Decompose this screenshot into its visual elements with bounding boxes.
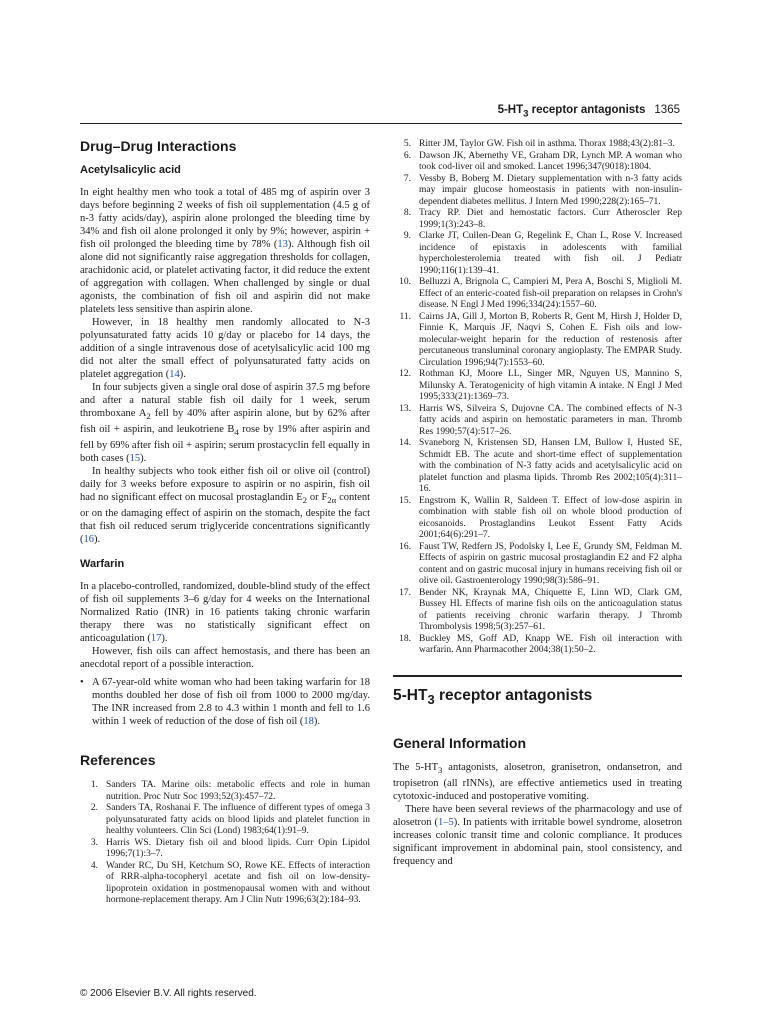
reference-item: 7. Vessby B, Boberg M. Dietary supplementation with n-3 fatty acids may impair glucose homeostasis in patients with non-insulin-dependent diabetes mellitus. J Intern Med 1990;228(2):165–71. [403, 173, 682, 207]
reference-item: 16. Faust TW, Redfern JS, Podolsky I, Lee E, Grundy SM, Feldman M. Effects of aspirin on gastric mucosal prostaglandin E2 and F2 alpha content and on gastric mucosal injury in humans receiving fish oil or olive oil. Gastroenterology 1990;98(3):586–91. [399, 541, 682, 586]
bullet-symbol: • [80, 677, 84, 689]
ref-link-14[interactable]: 14 [169, 369, 180, 380]
references-list-right [393, 139, 682, 657]
right-column [393, 139, 682, 868]
running-header-title: $5-HT_3$ receptor antagonists [497, 104, 646, 120]
asa-paragraph-2: However, in 18 healthy men randomly allocated to N-3 polyunsaturated fatty acids 10 g/day or placebo for 14 days, the addition of a single intravenous dose of acetylsalicylic acid 100 mg did not alter the small effect of polyunsaturated fatty acids on platelet aggregation (14). [80, 317, 370, 380]
warfarin-paragraph-1: In a placebo-controlled, randomized, double-blind study of the effect of fish oil supplements 3–6 g/day for 4 weeks on the International Normalized Ratio (INR) in 16 patients taking chronic warfarin therapy there was no statistically significant effect on anticoagulation (17). [80, 581, 370, 645]
reference-item: 14. Svaneborg N, Kristensen SD, Hansen LM, Bullow I, Husted SE, Schmidt EB. The acute and short-time effect of supplementation with the combination of N-3 fatty acids and acetylsalicylic acid on platelet function and plasma lipids. Thromb Res 2002;105(4):311–16. [399, 438, 682, 494]
reference-item: 13. Harris WS, Silveira S, Dujovne CA. The combined effects of N-3 fatty acids and aspirin on hemostatic parameters in man. Thromb Res 1990;57(4):517–26. [399, 403, 682, 437]
references-list-left [80, 780, 370, 907]
general-paragraph-2: There have been several reviews of the pharmacology and use of alosetron (1–5). In patients with irritable bowel syndrome, alosetron increases colonic transit time and colonic compliance. It produces significant improvement in abdominal pain, stool consistency, and frequency and [393, 803, 682, 867]
header-rule [80, 123, 682, 124]
left-column [80, 136, 370, 907]
ref-link-16[interactable]: 16 [83, 534, 94, 546]
reference-item: 12. Rothman KJ, Moore LL, Singer MR, Nguyen US, Mannino S, Milunsky A. Teratogenicity of high vitamin A intake. N Engl J Med 1995;333(21):1369–73. [399, 369, 682, 402]
general-information-heading: General Information [393, 734, 527, 751]
page-number: 1365 [654, 104, 680, 116]
ref-link-13[interactable]: 13 [277, 239, 288, 250]
reference-item: 1. Sanders TA. Marine oils: metabolic effects and role in human nutrition. Proc Nutr Soc 1993;52(3):457–72. [90, 780, 370, 802]
reference-item: 2. Sanders TA, Roshanai F. The influence of different types of omega 3 polyunsaturated fatty acids on blood lipids and platelet function in healthy volunteers. Clin Sci (Lond) 1983;64(1):91–9. [90, 803, 370, 837]
reference-item: 18. Buckley MS, Goff AD, Knapp WE. Fish oil interaction with warfarin. Ann Pharmacother 2004;38(1):50–2. [399, 633, 682, 655]
reference-item: 11. Cairns JA, Gill J, Morton B, Roberts R, Gent M, Hirsh J, Holder D, Finnie K, Marquis JF, Naqvi S, Cohen E. Fish oils and low-molecular-weight heparin for the reduction of restenosis after percutaneous transluminal coronary angioplasty. The EMPAR Study. Circulation 1996;94(7):1553–60. [399, 311, 682, 368]
ref-link-1-5[interactable]: 1–5 [437, 816, 454, 828]
running-header [498, 104, 680, 119]
warfarin-heading: Warfarin [80, 558, 125, 571]
general-paragraph-1: The $5-HT_3$ antagonists, alosetron, granisetron, ondansetron, and tropisetron (all rINNs), are effective antiemetics used in treating cytotoxic-induced and postoperative vomiting. [393, 761, 682, 802]
ref-link-15[interactable]: 15 [129, 453, 141, 465]
reference-item: 15. Engstrom K, Wallin R, Saldeen T. Effect of low-dose aspirin in combination with stable fish oil on whole blood production of eicosanoids. Prostaglandins Leukot Essent Fatty Acids 2001;64(6):291–7. [399, 495, 682, 540]
ref-link-18[interactable]: 18 [303, 716, 314, 728]
drug-interactions-heading: Drug–Drug Interactions [80, 138, 237, 154]
asa-paragraph-1: In eight healthy men who took a total of 485 mg of aspirin over 3 days before beginning 2 weeks of fish oil supplementation (4.5 g of n-3 fatty acids/day), aspirin alone prolonged the bleeding time by 34% and fish oil alone prolonged it only by 9%; however, aspirin + fish oil prolonged the bleeding time by 78% (13). Although fish oil alone did not significantly raise aggregation thresholds for collagen, arachidonic acid, or platelet activating factor, it did reduce the extent of aggregation with collagen. When challenged by single or dual agonists, the combination of fish oil and aspirin did not make platelets less sensitive than aspirin alone. [80, 187, 371, 315]
asa-paragraph-4: In healthy subjects who took either fish oil or olive oil (control) daily for 3 weeks before exposure to aspirin or no aspirin, fish oil had no significant effect on mucosal prostaglandin $E_2$ or $F_{2\alpha}$ content or on the damaging effect of aspirin on the stomach, despite the fact that fish oil reduced serum triglyceride concentrations significantly (16). [80, 466, 371, 546]
asa-paragraph-3: In four subjects given a single oral dose of aspirin 37.5 mg before and after a natural stable fish oil daily for 1 week, serum thromboxane $A_2$ fell by 40% after aspirin alone, but by 62% after fish oil + aspirin, and leukotriene $B_4$ rose by 19% after aspirin and fell by 69% after fish oil + aspirin; serum prostacyclin fell equally in both cases (15). [80, 382, 371, 465]
reference-item: 9. Clarke JT, Cullen-Dean G, Regelink E, Chan L, Rose V. Increased incidence of epistaxis in adolescents with familial hypercholesterolemia treated with fish oil. J Pediatr 1990;116(1):139–41. [403, 231, 682, 276]
reference-item: 5. Ritter JM, Taylor GW. Fish oil in asthma. Thorax 1988;43(2):81–3. [403, 139, 675, 149]
reference-item: 3. Harris WS. Dietary fish oil and blood lipids. Curr Opin Lipidol 1996;7(1):3–7. [90, 837, 370, 860]
copyright-footer: © 2006 Elsevier B.V. All rights reserved. [80, 988, 257, 999]
section-divider [393, 675, 682, 677]
warfarin-case-bullet: • A 67-year-old white woman who had been taking warfarin for 18 months doubled her dose of fish oil from 1000 to 2000 mg/day. The INR increased from 2.8 to 4.3 within 1 month and fell to 1.6 within 1 week of reduction of the dose of fish oil (18). [80, 677, 370, 728]
ref-link-17[interactable]: 17 [150, 633, 162, 645]
section-title: $5-HT_3$ receptor antagonists [393, 686, 593, 707]
reference-item: 10. Belluzzi A, Brignola C, Campieri M, Pera A, Boschi S, Miglioli M. Effect of an enteric-coated fish-oil preparation on relapses in Crohn's disease. N Engl J Med 1996;334(24):1557–60. [399, 277, 682, 310]
references-heading: References [80, 752, 156, 769]
asa-heading: Acetylsalicylic acid [80, 164, 181, 176]
reference-item: 4. Wander RC, Du SH, Ketchum SO, Rowe KE. Effects of interaction of RRR-alpha-tocopheryl acetate and fish oil on low-density-lipoprotein oxidation in postmenopausal women with and without hormone-replacement therapy. Am J Clin Nutr 1996;63(2):184–93. [90, 860, 370, 906]
reference-item: 6. Dawson JK, Abernethy VE, Graham DR, Lynch MP. A woman who took cod-liver oil and smoked. Lancet 1996;347(9018):1804. [403, 150, 682, 172]
reference-item: 8. Tracy RP. Diet and hemostatic factors. Curr Atheroscler Rep 1999;1(3):243–8. [403, 208, 682, 230]
warfarin-paragraph-2: However, fish oils can affect hemostasis, and there has been an anecdotal report of a possible interaction. [80, 646, 370, 671]
reference-item: 17. Bender NK, Kraynak MA, Chiquette E, Linn WD, Clark GM, Bussey HI. Effects of marine fish oils on the anticoagulation status of patients receiving chronic warfarin therapy. J Thromb Thrombolysis 1998;5(3):257–61. [399, 587, 682, 632]
